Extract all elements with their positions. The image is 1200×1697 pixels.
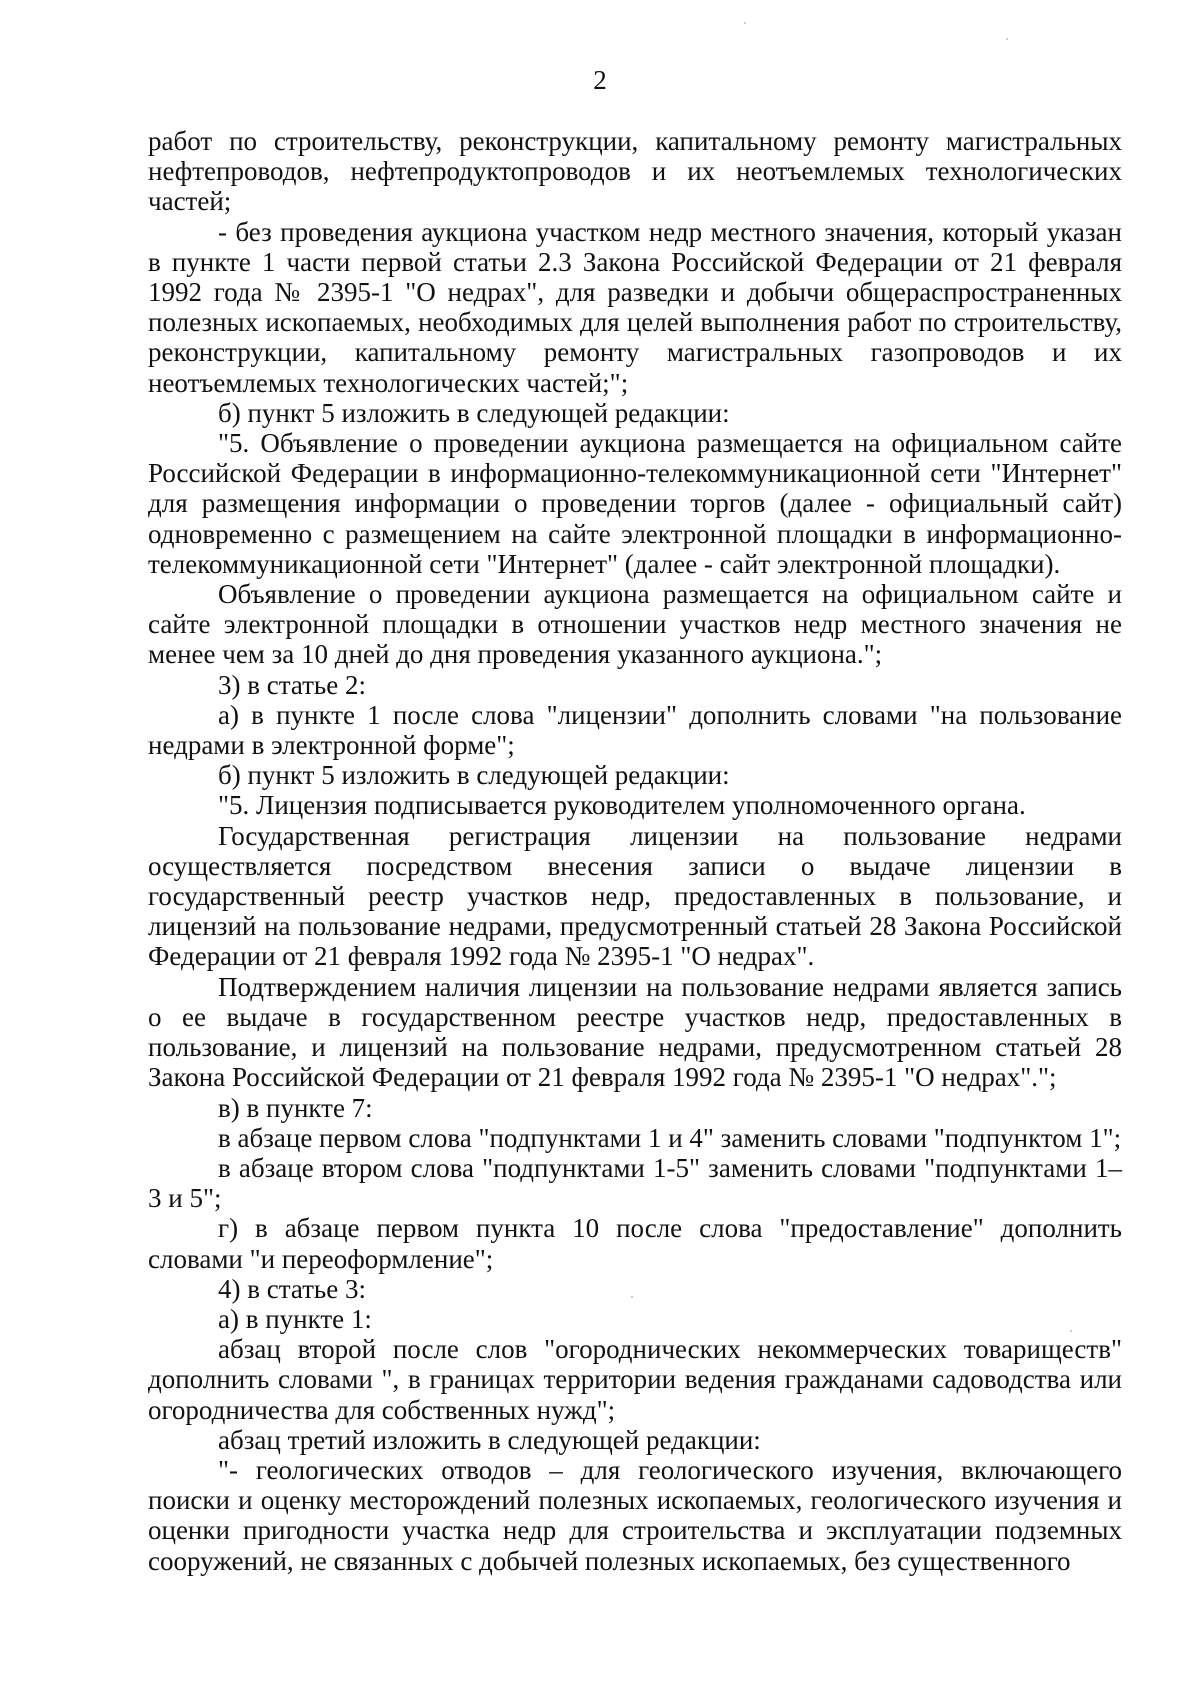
paragraph: в абзаце первом слова "подпунктами 1 и 4" заменить словами "подпунктом 1"; — [218, 1122, 1122, 1153]
scan-speck — [1006, 38, 1008, 40]
paragraph: 4) в статье 3: — [218, 1273, 366, 1304]
paragraph: "5. Объявление о проведении аукциона размещается на официальном сайте Российской Федерации в информационно-телекоммуникационной сети "Интернет" для размещения информации о проведении торгов (далее - официальный сайт) одновременно с размещением на сайте электронной площадки в информационно-телекоммуникационной сети "Интернет" (далее - сайт электронной площадки). — [148, 428, 1122, 579]
paragraph: "- геологических отводов – для геологического изучения, включающего поиски и оценку месторождений полезных ископаемых, геологического изучения и оценки пригодности участка недр для строительства и эксплуатации подземных сооружений, не связанных с добычей полезных ископаемых, без существенного — [148, 1454, 1122, 1576]
paragraph: г) в абзаце первом пункта 10 после слова "предоставление" дополнить словами "и переоформление"; — [148, 1213, 1122, 1274]
paragraph: в) в пункте 7: — [218, 1092, 373, 1123]
paragraph: Подтверждением наличия лицензии на пользование недрами является запись о ее выдаче в государственном реестре участков недр, предоставленных в пользование, и лицензий на пользование недрами, предусмотренном статьей 28 Закона Российской Федерации от 21 февраля 1992 года № 2395-1 "О недрах"."; — [148, 971, 1122, 1093]
page-number: 2 — [593, 65, 607, 95]
paragraph: - без проведения аукциона участком недр местного значения, который указан в пункте 1 части первой статьи 2.3 Закона Российской Федерации от 21 февраля 1992 года № 2395-1 "О недрах", для разведки и добычи общераспространенных полезных ископаемых, необходимых для целей выполнения работ по строительству, реконструкции, капитальному ремонту магистральных газопроводов и их неотъемлемых технологических частей;"; — [148, 216, 1122, 398]
paragraph: б) пункт 5 изложить в следующей редакции: — [218, 397, 730, 428]
paragraph: а) в пункте 1 после слова "лицензии" дополнить словами "на пользование недрами в электронной форме"; — [148, 699, 1122, 761]
paragraph: 3) в статье 2: — [218, 669, 366, 700]
paragraph: абзац второй после слов "огороднических некоммерческих товариществ" дополнить словами ", в границах территории ведения гражданами садоводства или огородничества для собственных нужд"; — [148, 1334, 1122, 1425]
paragraph: Объявление о проведении аукциона размещается на официальном сайте и сайте электронной площадки в отношении участков недр местного значения не менее чем за 10 дней до дня проведения указанного аукциона."; — [148, 579, 1122, 670]
paragraph: а) в пункте 1: — [218, 1303, 372, 1334]
paragraph: "5. Лицензия подписывается руководителем уполномоченного органа. — [218, 790, 1026, 821]
paragraph: в абзаце втором слова "подпунктами 1-5" заменить словами "подпунктами 1–3 и 5"; — [148, 1152, 1122, 1214]
scan-speck — [744, 22, 746, 24]
scan-speck — [631, 1296, 633, 1298]
paragraph: б) пункт 5 изложить в следующей редакции: — [218, 760, 730, 791]
paragraph: работ по строительству, реконструкции, капитальному ремонту магистральных нефтепроводов, нефтепродуктопроводов и их неотъемлемых технологических частей; — [148, 126, 1122, 217]
document-body — [148, 126, 1122, 1576]
scan-speck — [1070, 1330, 1072, 1332]
paragraph: Государственная регистрация лицензии на пользование недрами осуществляется посредством внесения записи о выдаче лицензии в государственный реестр участков недр, предоставленных в пользование, и лицензий на пользование недрами, предусмотренный статьей 28 Закона Российской Федерации от 21 февраля 1992 года № 2395-1 "О недрах". — [148, 820, 1122, 972]
paragraph: абзац третий изложить в следующей редакции: — [218, 1424, 761, 1455]
